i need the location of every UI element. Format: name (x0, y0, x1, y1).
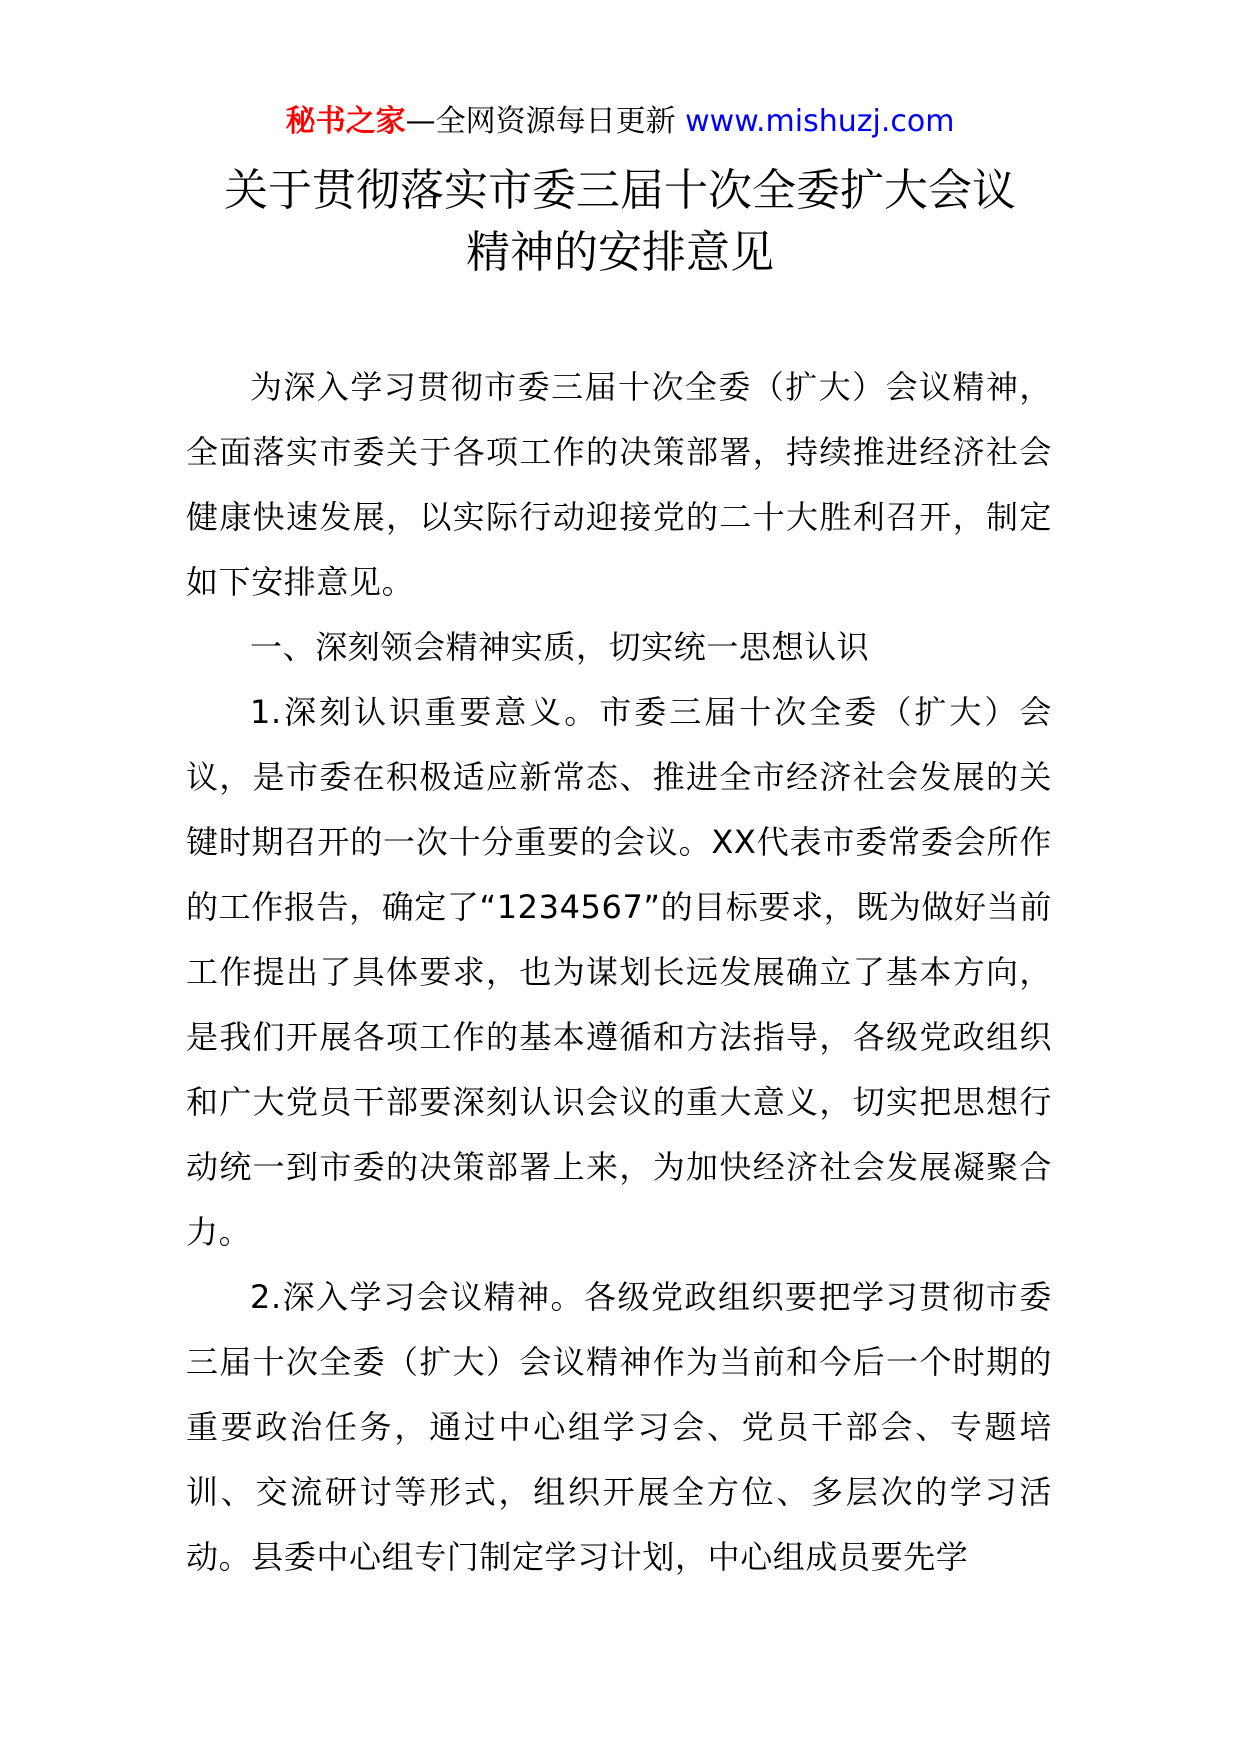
item-2-paragraph: 2.深入学习会议精神。各级党政组织要把学习贯彻市委三届十次全委（扩大）会议精神作为当前和今后一个时期的重要政治任务，通过中心组学习会、党员干部会、专题培训、交流研讨等形式，组织开展全方位、多层次的学习活动。县委中心组专门制定学习计划，中心组成员要先学 (186, 1278, 1052, 1576)
intro-paragraph: 为深入学习贯彻市委三届十次全委（扩大）会议精神，全面落实市委关于各项工作的决策部署，持续推进经济社会健康快速发展，以实际行动迎接党的二十大胜利召开，制定如下安排意见。 (186, 368, 1052, 601)
item-1-paragraph: 1.深刻认识重要意义。市委三届十次全委（扩大）会议，是市委在积极适应新常态、推进全市经济社会发展的关键时期召开的一次十分重要的会议。XX代表市委常委会所作的工作报告，确定了“1234567”的目标要求，既为做好当前工作提出了具体要求，也为谋划长远发展确立了基本方向，是我们开展各项工作的基本遵循和方法指导，各级党政组织和广大党员干部要深刻认识会议的重大意义，切实把思想行动统一到市委的决策部署上来，为加快经济社会发展凝聚合力。 (186, 693, 1052, 1251)
header-tagline: —全网资源每日更新 (405, 104, 676, 139)
title-line-1: 关于贯彻落实市委三届十次全委扩大会议 (224, 165, 1016, 216)
site-header (0, 100, 1240, 144)
section-1-heading: 一、深刻领会精神实质，切实统一思想认识 (250, 628, 870, 666)
brand-name: 秘书之家 (285, 104, 406, 139)
document-body (186, 355, 1052, 1590)
title-line-2: 精神的安排意见 (466, 227, 774, 278)
document-title (100, 160, 1140, 284)
site-url-link[interactable]: www.mishuzj.com (685, 104, 955, 139)
